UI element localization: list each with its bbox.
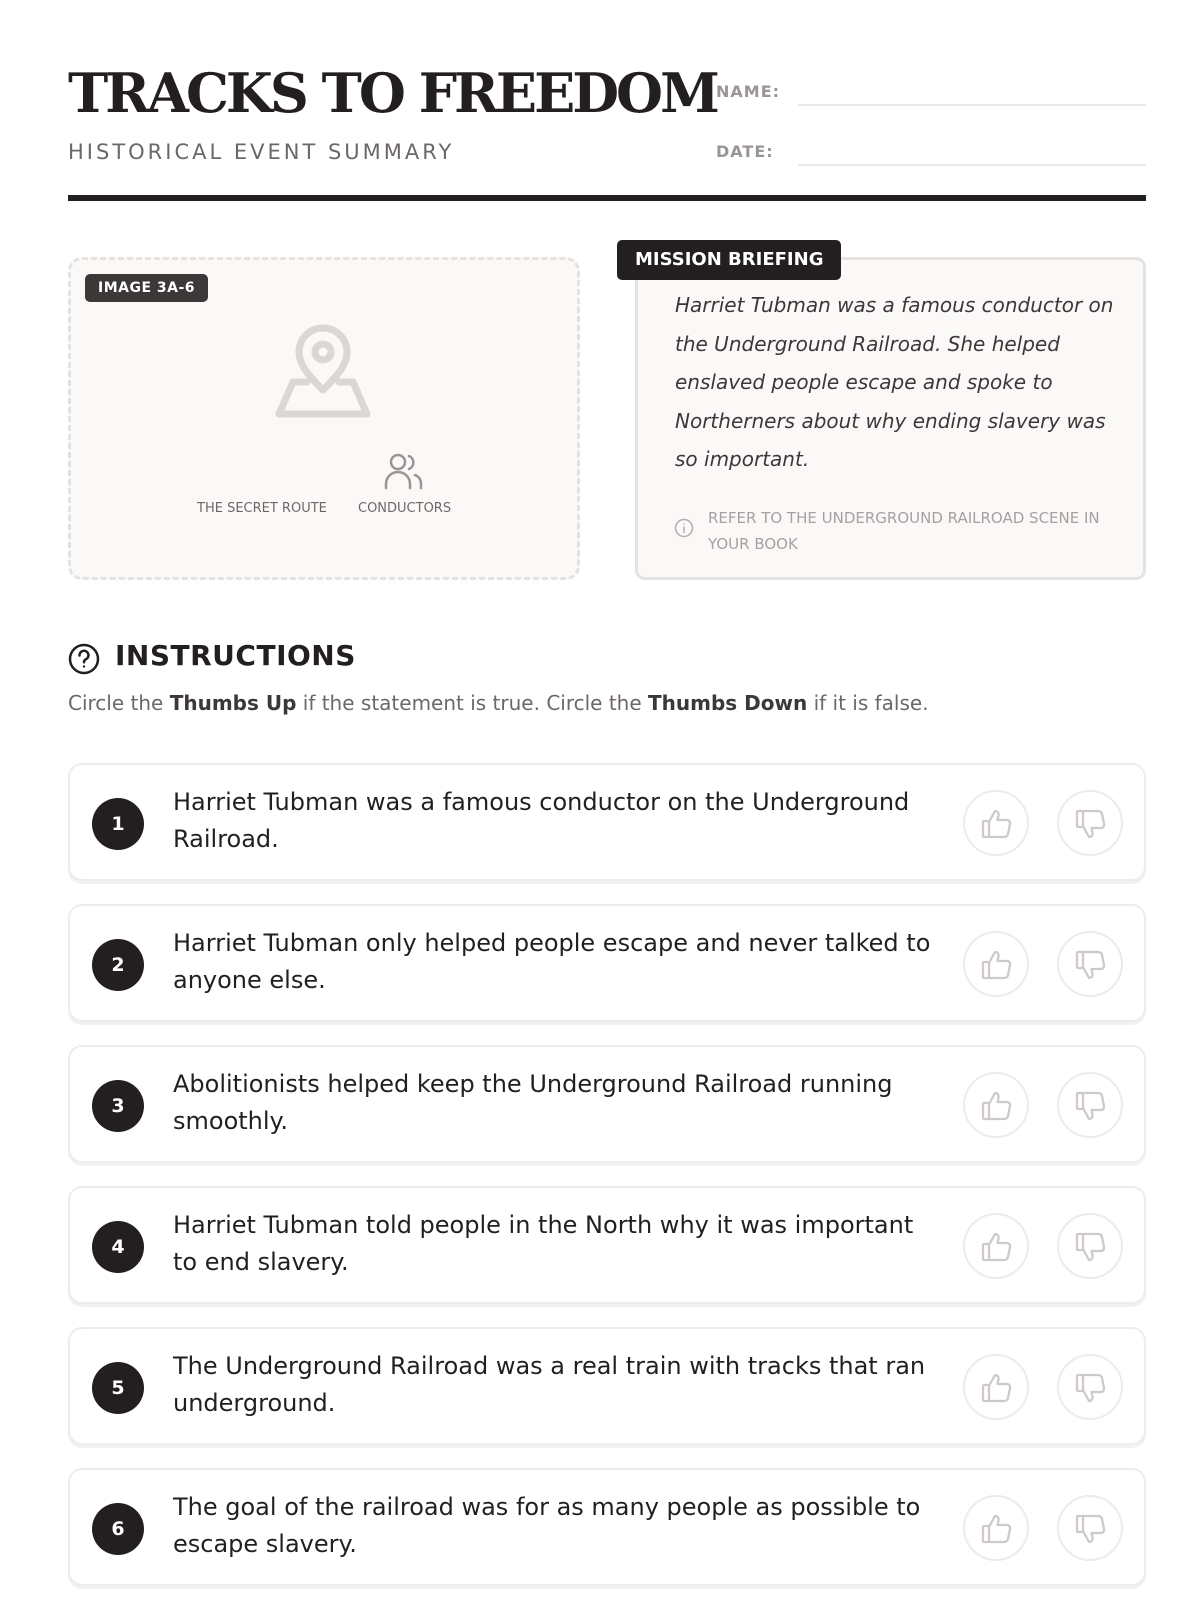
thumbs-up-icon (980, 1230, 1014, 1264)
thumbs-up-button[interactable] (963, 931, 1029, 997)
question-text: Harriet Tubman told people in the North why it was important to end slavery. (173, 1211, 914, 1276)
worksheet-header (68, 60, 1146, 200)
image-tag: IMAGE 3A-6 (85, 274, 208, 302)
question-text: Harriet Tubman only helped people escape and never talked to anyone else. (173, 929, 931, 994)
thumbs-down-icon (1074, 1230, 1108, 1264)
info-icon (674, 518, 694, 538)
instructions-heading: INSTRUCTIONS (115, 639, 356, 672)
thumbs-down-button[interactable] (1057, 931, 1123, 997)
thumbs-down-button[interactable] (1057, 1495, 1123, 1561)
instructions-thumbs-down-term: Thumbs Down (648, 691, 808, 715)
instructions-thumbs-up-term: Thumbs Up (169, 691, 297, 715)
question-number: 6 (92, 1503, 144, 1555)
caption-conductors: CONDUCTORS (358, 501, 452, 516)
thumbs-down-icon (1074, 948, 1108, 982)
thumbs-down-icon (1074, 1512, 1108, 1546)
question-number: 2 (92, 939, 144, 991)
name-line[interactable] (798, 104, 1146, 106)
thumbs-up-icon (980, 1089, 1014, 1123)
people-icon (383, 452, 425, 492)
instructions-part-3: if it is false. (807, 691, 929, 715)
question-card (68, 1045, 1146, 1163)
instructions-text (68, 691, 929, 715)
question-text: The Underground Railroad was a real train with tracks that ran underground. (173, 1352, 926, 1417)
date-line[interactable] (798, 164, 1146, 166)
map-pin-icon (273, 322, 373, 422)
briefing-text: Harriet Tubman was a famous conductor on the Underground Railroad. She helped enslaved people escape and spoke to Northerners about why ending slavery was so important. (675, 293, 1114, 471)
question-card (68, 904, 1146, 1022)
page-title: TRACKS TO FREEDOM (68, 61, 717, 125)
thumbs-up-button[interactable] (963, 1495, 1029, 1561)
thumbs-down-button[interactable] (1057, 1072, 1123, 1138)
page-subtitle: HISTORICAL EVENT SUMMARY (68, 140, 455, 164)
thumbs-up-icon (980, 807, 1014, 841)
caption-secret-route: THE SECRET ROUTE (197, 501, 327, 516)
thumbs-down-icon (1074, 1089, 1108, 1123)
thumbs-down-icon (1074, 807, 1108, 841)
question-text: The goal of the railroad was for as many people as possible to escape slavery. (173, 1493, 921, 1558)
mission-briefing-tag: MISSION BRIEFING (617, 240, 841, 280)
thumbs-up-button[interactable] (963, 1072, 1029, 1138)
thumbs-up-icon (980, 1371, 1014, 1405)
thumbs-up-button[interactable] (963, 1354, 1029, 1420)
thumbs-up-button[interactable] (963, 1213, 1029, 1279)
thumbs-up-icon (980, 948, 1014, 982)
question-number: 3 (92, 1080, 144, 1132)
question-card (68, 1186, 1146, 1304)
header-divider (68, 195, 1146, 201)
question-number: 4 (92, 1221, 144, 1273)
image-placeholder (68, 257, 580, 580)
thumbs-down-icon (1074, 1371, 1108, 1405)
instructions-part-2: if the statement is true. Circle the (296, 691, 649, 715)
name-label: NAME: (716, 82, 781, 101)
thumbs-down-button[interactable] (1057, 1354, 1123, 1420)
thumbs-up-icon (980, 1512, 1014, 1546)
briefing-note: REFER TO THE UNDERGROUND RAILROAD SCENE IN YOUR BOOK (708, 509, 1100, 553)
question-number: 1 (92, 798, 144, 850)
thumbs-down-button[interactable] (1057, 1213, 1123, 1279)
thumbs-down-button[interactable] (1057, 790, 1123, 856)
question-card (68, 1327, 1146, 1445)
question-text: Abolitionists helped keep the Underground Railroad running smoothly. (173, 1070, 893, 1135)
thumbs-up-button[interactable] (963, 790, 1029, 856)
question-circle-icon (68, 643, 100, 675)
date-field[interactable] (716, 120, 1146, 160)
instructions-part-1: Circle the (68, 691, 170, 715)
question-number: 5 (92, 1362, 144, 1414)
mission-briefing-panel (635, 257, 1146, 580)
question-text: Harriet Tubman was a famous conductor on the Underground Railroad. (173, 788, 910, 853)
date-label: DATE: (716, 142, 774, 161)
name-field[interactable] (716, 60, 1146, 100)
question-card (68, 1468, 1146, 1586)
question-card (68, 763, 1146, 881)
